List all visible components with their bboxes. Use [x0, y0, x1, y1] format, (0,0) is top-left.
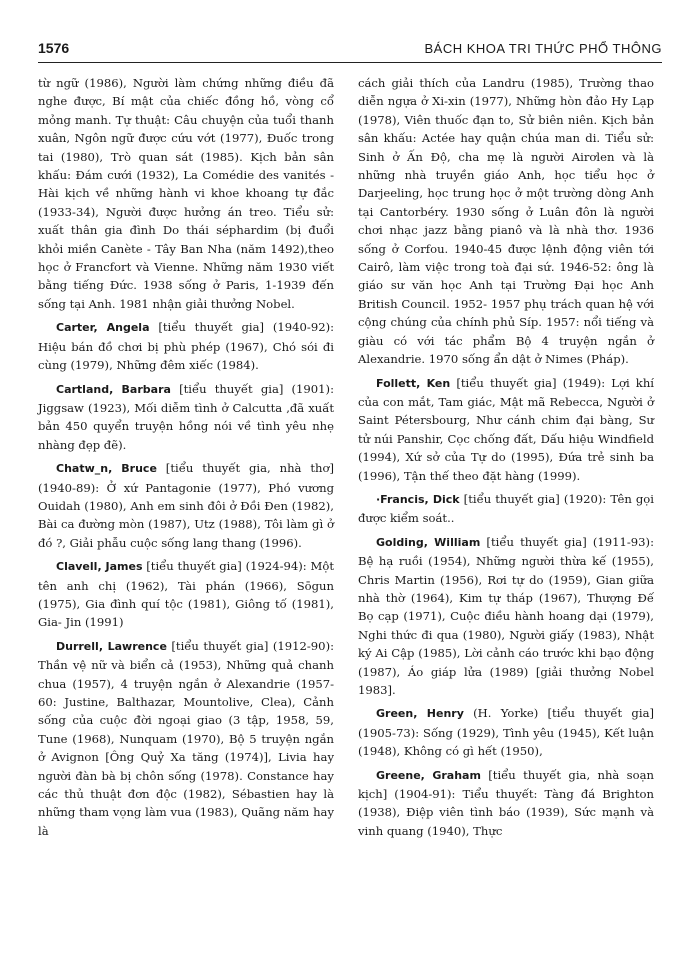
entry-text: [tiểu thuyết gia] (1912-90): Thần vệ nữ và biển cả (1953), Những quả chanh chua (1957), 4 truyện ngắn ở Alexandrie (1957-60: Justine, Balthazar, Mountolive, Clea), Cảnh sống của cuộc đời ngoại giao (3 tập, 1958, 59, Tune (1968), Nunquam (1970), Bộ 5 truyện ngắn ở Avignon [Ông Quỷ Xa tăng (1974)], Livia hay người đàn bà bị chôn sống (1978). Constance hay các thủ thuật đơn độc (1982), Sébastien hay là những tham vọng làm vua (1983), Quãng năm hay là — [38, 638, 334, 838]
entry-text: [tiểu thuyết gia] (1949): Lợi khí của con mắt, Tam giác, Mật mã Rebecca, Người ở Saint Pétersbourg, Như cánh chim đại bàng, Sư tử núi Panshir, Cọc chống đất, Dấu hiệu Windfield (1994), Xứ sở của Tự do (1995), Đứa trẻ sinh ba (1996), Tận thế theo đặt hàng (1999). — [358, 375, 654, 483]
entry-name: Green, Henry — [376, 707, 464, 721]
entry-green — [358, 704, 654, 760]
right-column — [358, 74, 654, 845]
entry-golding — [358, 533, 654, 700]
entry-carter — [38, 318, 334, 374]
entry-durrell — [38, 637, 334, 840]
entry-francis — [358, 490, 654, 528]
entry-name: Clavell, James — [56, 560, 143, 574]
entry-text: [tiểu thuyết gia, nhà soạn kịch] (1904-91): Tiểu thuyết: Tàng đá Brighton (1938), Điệp viên tình báo (1939), Sức mạnh và vinh quang (1940), Thực — [358, 767, 654, 838]
entry-name: Carter, Angela — [56, 321, 150, 335]
running-title: BÁCH KHOA TRI THỨC PHỔ THÔNG — [424, 41, 662, 56]
entry-continuation — [38, 74, 334, 313]
page-number: 1576 — [38, 40, 70, 56]
entry-text: [tiểu thuyết gia] (1911-93): Bệ hạ ruồi (1954), Những người thừa kế (1955), Chris Martin (1956), Rơi tự do (1959), Gian giữa nhà thờ (1964), Kim tự tháp (1967), Thượng Đế Bọ cạp (1971), Cuộc điều hành hoang dại (1979), Nghi thức đi qua (1980), Người giấy (1983), Nhật ký Ai Cập (1985), Lời cảnh cáo trước khi bạo động (1987), Áo giáp lửa (1989) [giải thưởng Nobel 1983]. — [358, 534, 654, 697]
entry-text: [tiểu thuyết gia] (1924-94): Một tên anh chị (1962), Tài phán (1966), Sōgun (1975), Gia đình quí tộc (1981), Giông tố (1981), Gia- Jin (1991) — [38, 559, 334, 630]
entry-text: [tiểu thuyết gia] (1940-92): Hiệu bán đồ chơi bị phù phép (1967), Chó sói đi cùng (1979), Những đêm xiếc (1984). — [38, 320, 335, 373]
entry-clavell — [38, 557, 334, 632]
entry-name: ·Francis, Dick — [376, 492, 460, 506]
entry-follett — [358, 374, 654, 485]
entry-text: (H. Yorke) [tiểu thuyết gia] (1905-73): Sống (1929), Tình yêu (1945), Kết luận (1948), Không có gì hết (1950), — [358, 706, 654, 759]
entry-name: Durrell, Lawrence — [56, 639, 167, 653]
entry-text: từ ngữ (1986), Người làm chứng những điều đã nghe được, Bí mật của chiếc đồng hồ, vòng cổ mỏng manh. Tự thuật: Câu chuyện của tuổi thanh xuân, Ngôn ngữ được cứu vớt (1977), Đuốc trong tai (1980), Trò quan sát (1985). Kịch bản sân khấu: Đám cưới (1932), La Comédie des vanités - Hài kịch về những hành vi khoe khoang tự đắc (1933-34), Người được hưởng án treo. Tiểu sử: xuất thân gia đình Do thái séphardim (bị đuổi khỏi miền Canète - Tây Ban Nha (năm 1492),theo học ở Francfort và Vienne. Những năm 1930 viết bằng tiếng Đức. 1938 sống ở Paris, 1-1939 đến sống tại Anh. 1981 nhận giải thưởng Nobel. — [38, 76, 334, 311]
entry-greene — [358, 766, 654, 841]
entry-name: Greene, Graham — [376, 768, 481, 782]
entry-chatwin — [38, 459, 334, 552]
entry-text: [tiểu thuyết gia] (1920): Tên gọi được kiểm soát.. — [358, 491, 654, 526]
entry-name: Cartland, Barbara — [56, 382, 171, 396]
entry-text: cách giải thích của Landru (1985), Trường thao diễn ngựa ở Xi-xin (1977), Những hòn đảo Hy Lạp (1978), Viên thuốc đạn to, Sử biên niên. Kịch bản sân khấu: Actée hay quận chúa man di. Tiểu sử: Sinh ở Ấn Độ, cha mẹ là người Airơlen và là những nhà truyền giáo Anh, học tiểu học ở Darjeeling, học trung học ở một trường dòng Anh tại Cantorbéry. 1930 sống ở Luân đôn là người chơi nhạc jazz bằng pianô và là nhà thơ. 1936 sống ở Corfou. 1940-45 được lệnh động viên tới Cairô, làm việc trong toà đại sứ. 1946-52: ông là giáo sư văn học Anh tại Trường Đại học Anh British Council. 1952- 1957 phụ trách quan hệ với cộng chúng của chính phủ Síp. 1957: nổi tiếng và giàu có với tác phẩm Bộ 4 truyện ngắn ở Alexandrie. 1970 sống ẩn dật ở Nimes (Pháp). — [358, 76, 654, 367]
entry-name: Golding, William — [376, 535, 481, 549]
entry-continuation — [358, 74, 654, 369]
left-column — [38, 74, 334, 845]
entry-text: [tiểu thuyết gia, nhà thơ] (1940-89): Ở xứ Pantagonie (1977), Phó vương Ouidah (1980), Anh em sinh đôi ở Đồi Đen (1982), Bài ca đường mòn (1987), Utz (1988), Tôi làm gì ở đó ?, Giải phẫu cuộc sống lang thang (1996). — [38, 461, 334, 550]
entry-name: Follett, Ken — [376, 376, 451, 390]
entry-name: Chatw_n, Bruce — [56, 462, 157, 476]
entry-cartland — [38, 380, 334, 455]
entry-text: [tiểu thuyết gia] (1901): Jiggsaw (1923), Mối diễm tình ở Calcutta ,đã xuất bản 450 quyển truyện hồng nói về tình yêu nhẹ nhàng đẹp đẽ). — [38, 381, 334, 452]
page-header — [38, 38, 662, 63]
